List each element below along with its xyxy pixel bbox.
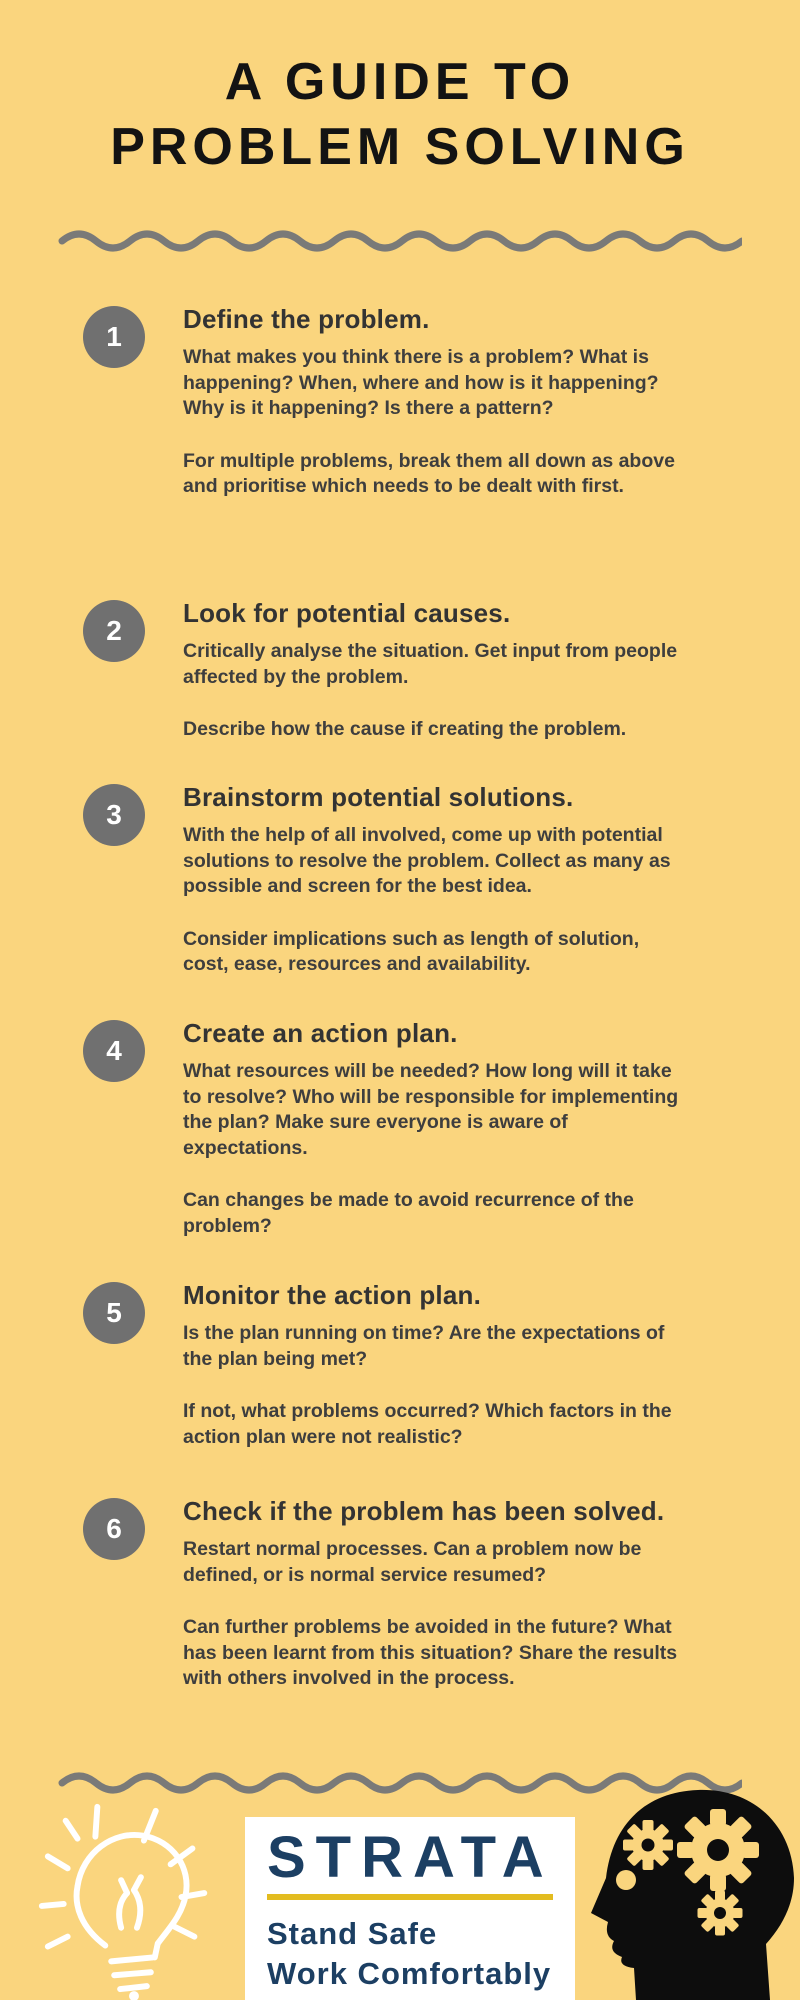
step-heading: Look for potential causes. [183,598,511,628]
step-4 [83,1020,763,1266]
title-line-1: A GUIDE TO [224,53,576,111]
step-paragraph: Can further problems be avoided in the future? What has been learnt from this situation? Share the results with others involved in the process. [183,1616,678,1689]
step-number-badge: 6 [83,1498,145,1560]
head-gears-icon [588,1786,800,2000]
wavy-divider-top-icon [58,224,742,254]
step-paragraph: What resources will be needed? How long will it take to resolve? Who will be responsible for implementing the plan? Make sure everyone is aware of expectations. [183,1060,679,1159]
step-paragraph: Describe how the cause if creating the problem. [183,718,627,740]
step-heading: Check if the problem has been solved. [183,1496,665,1526]
logo-underline [267,1894,553,1900]
step-paragraph: With the help of all involved, come up with potential solutions to resolve the problem. Collect as many as possible and screen for the best idea. [183,824,671,897]
step-number-badge: 5 [83,1282,145,1344]
step-heading: Create an action plan. [183,1018,458,1048]
tagline-line-1: Stand Safe [267,1916,438,1951]
step-paragraph: Critically analyse the situation. Get input from people affected by the problem. [183,640,678,688]
strata-logo [245,1817,575,2000]
step-paragraph: Consider implications such as length of solution, cost, ease, resources and availability. [183,927,640,975]
page-title [0,50,800,180]
step-number-badge: 1 [83,306,145,368]
step-6 [83,1498,763,1719]
step-5 [83,1282,763,1477]
step-heading: Monitor the action plan. [183,1280,482,1310]
step-2 [83,600,763,770]
tagline-line-2: Work Comfortably [267,1956,552,1991]
step-paragraph: Is the plan running on time? Are the expectations of the plan being met? [183,1322,665,1370]
step-heading: Define the problem. [183,304,430,334]
step-number-badge: 4 [83,1020,145,1082]
title-line-2: PROBLEM SOLVING [110,118,690,176]
strata-logo-text: STRATA [267,1825,554,1890]
step-paragraph: What makes you think there is a problem? What is happening? When, where and how is it happening? Why is it happening? Is there a pattern? [183,346,659,419]
step-paragraph: If not, what problems occurred? Which factors in the action plan were not realistic? [183,1400,672,1448]
step-3 [83,784,763,1005]
lightbulb-icon [35,1797,230,2000]
step-paragraph: For multiple problems, break them all down as above and prioritise which needs to be dealt with first. [183,449,675,497]
step-paragraph: Can changes be made to avoid recurrence of the problem? [183,1189,634,1237]
step-heading: Brainstorm potential solutions. [183,782,574,812]
step-1 [83,306,763,527]
step-number-badge: 2 [83,600,145,662]
step-number-badge: 3 [83,784,145,846]
step-paragraph: Restart normal processes. Can a problem now be defined, or is normal service resumed? [183,1538,642,1586]
